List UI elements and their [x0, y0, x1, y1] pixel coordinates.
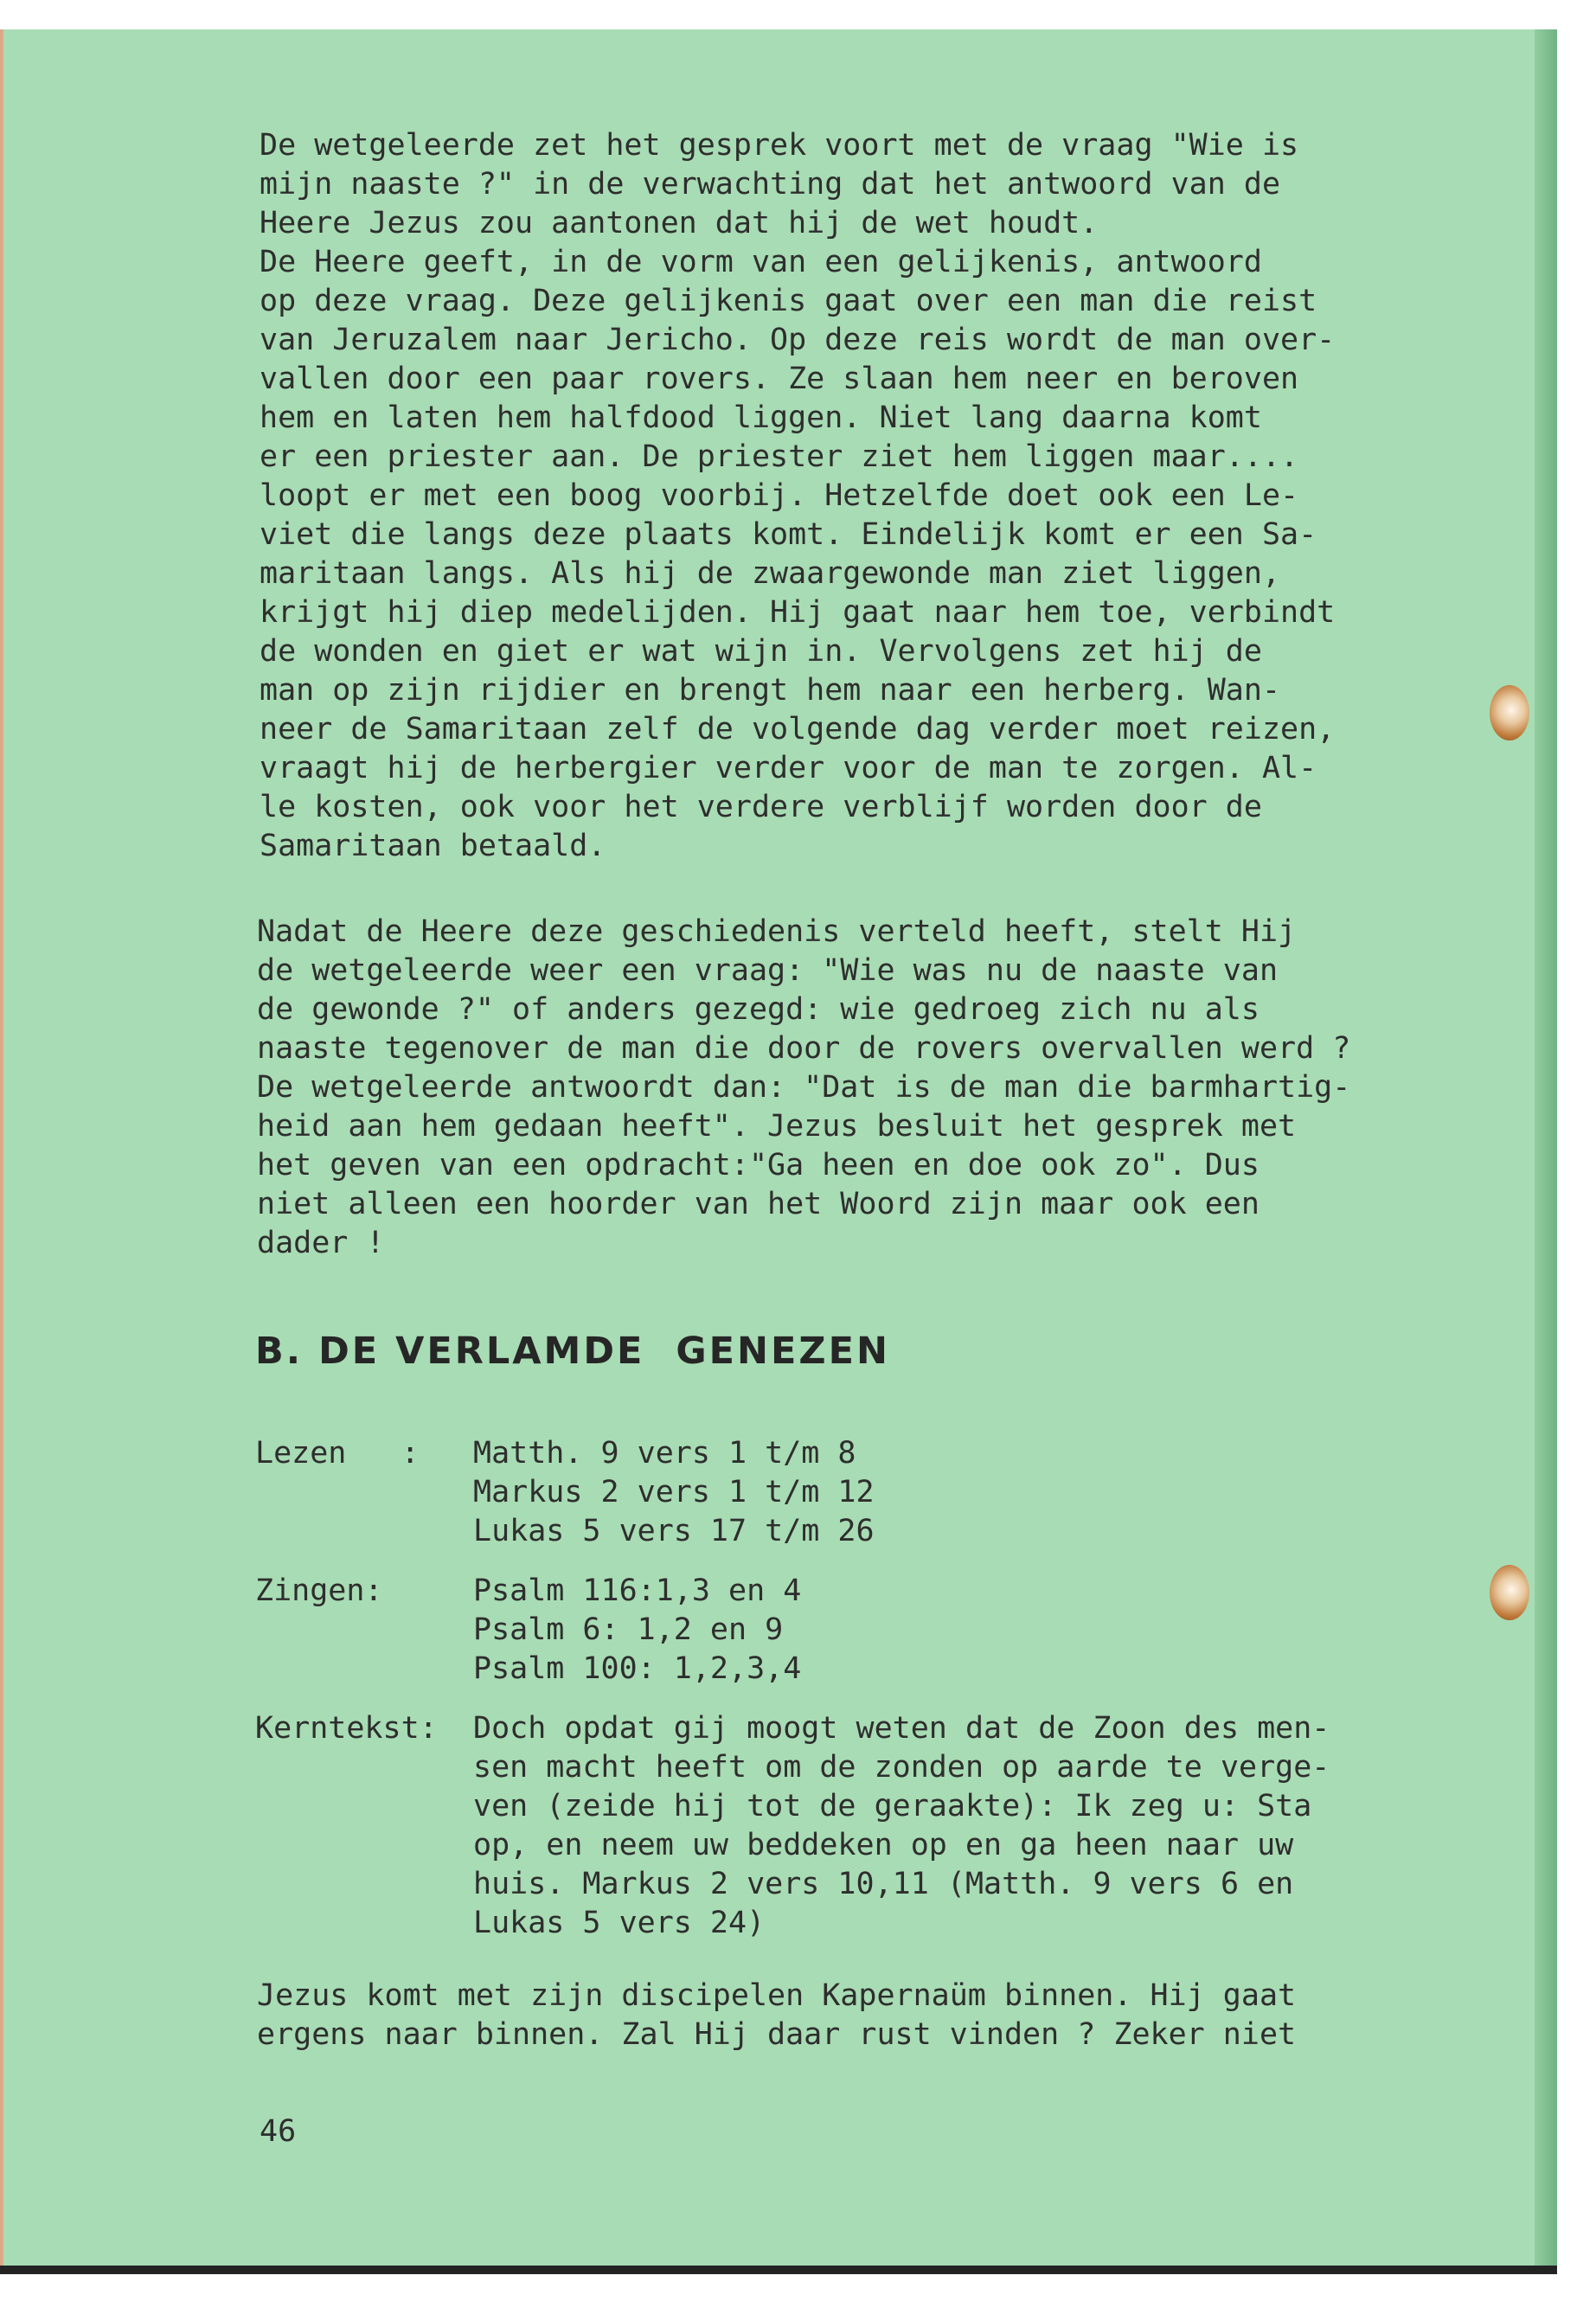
- paragraph-samaritan-story: De wetgeleerde zet het gesprek voort met de vraag "Wie is mijn naaste ?" in de verwachting dat het antwoord van de Heere Jezus zou aantonen dat hij de wet houdt. De Heere geeft, in de vorm van een gelijkenis, antwoord op deze vraag. Deze gelijkenis gaat over een man die reist van Jeruzalem naar Jericho. Op deze reis wordt de man over- vallen door een paar rovers. Ze slaan hem neer en beroven hem en laten hem halfdood liggen. Niet lang daarna komt er een priester aan. De priester ziet hem liggen maar.... loopt er met een boog voorbij. Hetzelfde doet ook een Le- viet die langs deze plaats komt. Eindelijk komt er een Sa- maritaan langs. Als hij de zwaargewonde man ziet liggen, krijgt hij diep medelijden. Hij gaat naar hem toe, verbindt de wonden en giet er wat wijn in. Vervolgens zet hij de man op zijn rijdier en brengt hem naar een herberg. Wan- neer de Samaritaan zelf de volgende dag verder moet reizen, vraagt hij de herbergier verder voor de man te zorgen. Al- le kosten, ook voor het verdere verblijf worden door de Samaritaan betaald.: [260, 128, 1336, 863]
- binder-hole-icon: [1490, 685, 1529, 740]
- key-text-label: Kerntekst:: [255, 1711, 438, 1746]
- paragraph-conclusion: Nadat de Heere deze geschiedenis verteld heeft, stelt Hij de wetgeleerde weer een vraag: "Wie was nu de naaste van de gewonde ?" of anders gezegd: wie gedroeg zich nu als naaste tegenover de man die door de rovers overvallen werd ? De wetgeleerde antwoordt dan: "Dat is de man die barmhartig- heid aan hem gedaan heeft". Jezus besluit het gesprek met het geven van een opdracht:"Ga heen en doe ook zo". Dus niet alleen een hoorder van het Woord zijn maar ook een dader !: [257, 914, 1351, 1260]
- section-heading: B. DE VERLAMDE GENEZEN: [255, 1330, 890, 1373]
- reading-references: Matth. 9 vers 1 t/m 8 Markus 2 vers 1 t/m 12 Lukas 5 vers 17 t/m 26: [473, 1436, 875, 1548]
- key-text-content: Doch opdat gij moogt weten dat de Zoon des men- sen macht heeft om de zonden op aarde te verge- ven (zeide hij tot de geraakte): Ik zeg u: Sta op, en neem uw beddeken op en ga heen naar uw huis. Markus 2 vers 10,11 (Matth. 9 vers 6 en Lukas 5 vers 24): [473, 1711, 1330, 1940]
- page-number: 46: [260, 2114, 297, 2149]
- reading-label: Lezen :: [255, 1436, 420, 1471]
- paragraph-kapernaum: Jezus komt met zijn discipelen Kapernaüm binnen. Hij gaat ergens naar binnen. Zal Hij daar rust vinden ? Zeker niet: [257, 1978, 1297, 2052]
- page-left-edge: [0, 29, 3, 2274]
- binding-spine: [1535, 29, 1557, 2274]
- binder-hole-icon: [1490, 1565, 1529, 1620]
- singing-label: Zingen:: [255, 1574, 383, 1608]
- page-bottom-shadow: [0, 2266, 1557, 2274]
- singing-psalms: Psalm 116:1,3 en 4 Psalm 6: 1,2 en 9 Psalm 100: 1,2,3,4: [473, 1574, 802, 1686]
